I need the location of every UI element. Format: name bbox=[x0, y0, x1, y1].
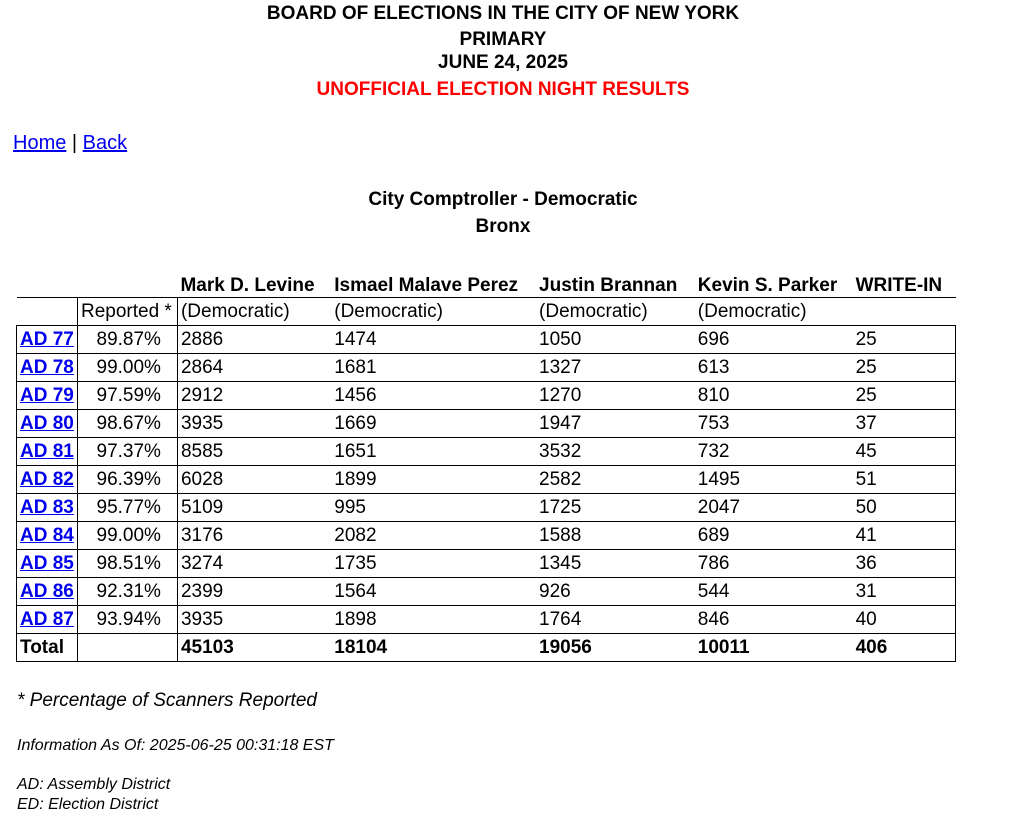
vote-count: 1456 bbox=[331, 382, 536, 410]
candidate-party: (Democratic) bbox=[695, 298, 853, 326]
vote-count: 544 bbox=[695, 578, 853, 606]
vote-count: 753 bbox=[695, 410, 853, 438]
ad-definition: AD: Assembly District bbox=[17, 776, 171, 793]
vote-count: 786 bbox=[695, 550, 853, 578]
vote-count: 926 bbox=[536, 578, 695, 606]
vote-count: 1651 bbox=[331, 438, 536, 466]
results-table bbox=[16, 270, 956, 662]
reported-percent: 95.77% bbox=[77, 494, 177, 522]
table-row bbox=[17, 382, 956, 410]
vote-count: 8585 bbox=[177, 438, 331, 466]
candidate-party bbox=[853, 298, 956, 326]
vote-count: 1474 bbox=[331, 326, 536, 354]
vote-count: 50 bbox=[853, 494, 956, 522]
reported-header: Reported * bbox=[77, 298, 177, 326]
vote-count: 3935 bbox=[177, 606, 331, 634]
ad-cell bbox=[17, 354, 78, 382]
vote-count: 1327 bbox=[536, 354, 695, 382]
total-vote-count: 18104 bbox=[331, 634, 536, 662]
reported-percent: 97.59% bbox=[77, 382, 177, 410]
election-type: PRIMARY bbox=[459, 29, 547, 50]
assembly-district-link[interactable]: AD 77 bbox=[20, 328, 74, 350]
vote-count: 810 bbox=[695, 382, 853, 410]
table-row bbox=[17, 550, 956, 578]
reported-percent: 92.31% bbox=[77, 578, 177, 606]
ad-cell bbox=[17, 326, 78, 354]
vote-count: 613 bbox=[695, 354, 853, 382]
vote-count: 25 bbox=[853, 354, 956, 382]
county-name: Bronx bbox=[475, 216, 531, 237]
table-row bbox=[17, 438, 956, 466]
info-timestamp: Information As Of: 2025-06-25 00:31:18 EST bbox=[17, 737, 334, 754]
table-row bbox=[17, 326, 956, 354]
vote-count: 41 bbox=[853, 522, 956, 550]
vote-count: 1898 bbox=[331, 606, 536, 634]
vote-count: 3176 bbox=[177, 522, 331, 550]
candidate-name: WRITE-IN bbox=[855, 275, 943, 296]
table-row bbox=[17, 494, 956, 522]
vote-count: 36 bbox=[853, 550, 956, 578]
candidate-party: (Democratic) bbox=[331, 298, 536, 326]
vote-count: 1669 bbox=[331, 410, 536, 438]
vote-count: 1764 bbox=[536, 606, 695, 634]
reported-percent: 99.00% bbox=[77, 354, 177, 382]
reported-percent: 93.94% bbox=[77, 606, 177, 634]
vote-count: 1564 bbox=[331, 578, 536, 606]
reported-percent: 99.00% bbox=[77, 522, 177, 550]
empty-header-cell bbox=[17, 270, 78, 298]
reported-percent: 98.51% bbox=[77, 550, 177, 578]
table-row bbox=[17, 606, 956, 634]
vote-count: 2082 bbox=[331, 522, 536, 550]
race-title: City Comptroller - Democratic bbox=[368, 189, 638, 210]
assembly-district-link[interactable]: AD 84 bbox=[20, 524, 74, 546]
nav-separator: | bbox=[66, 132, 83, 154]
empty-header-cell bbox=[77, 270, 177, 298]
candidate-name: Ismael Malave Perez bbox=[334, 275, 519, 296]
vote-count: 3274 bbox=[177, 550, 331, 578]
empty-cell bbox=[77, 634, 177, 662]
table-row bbox=[17, 466, 956, 494]
total-vote-count: 406 bbox=[853, 634, 956, 662]
total-vote-count: 19056 bbox=[536, 634, 695, 662]
candidate-party: (Democratic) bbox=[536, 298, 695, 326]
total-label: Total bbox=[17, 634, 78, 662]
vote-count: 6028 bbox=[177, 466, 331, 494]
total-vote-count: 45103 bbox=[177, 634, 331, 662]
vote-count: 846 bbox=[695, 606, 853, 634]
scanner-footnote: * Percentage of Scanners Reported bbox=[17, 690, 317, 711]
vote-count: 2399 bbox=[177, 578, 331, 606]
vote-count: 696 bbox=[695, 326, 853, 354]
vote-count: 37 bbox=[853, 410, 956, 438]
ad-cell bbox=[17, 410, 78, 438]
election-date: JUNE 24, 2025 bbox=[438, 52, 568, 73]
assembly-district-link[interactable]: AD 78 bbox=[20, 356, 74, 378]
table-row bbox=[17, 578, 956, 606]
vote-count: 3935 bbox=[177, 410, 331, 438]
vote-count: 995 bbox=[331, 494, 536, 522]
home-link[interactable]: Home bbox=[13, 132, 67, 154]
ed-definition: ED: Election District bbox=[17, 796, 159, 813]
vote-count: 31 bbox=[853, 578, 956, 606]
back-link[interactable]: Back bbox=[82, 132, 128, 154]
vote-count: 1681 bbox=[331, 354, 536, 382]
candidate-name: Kevin S. Parker bbox=[697, 275, 838, 296]
assembly-district-link[interactable]: AD 80 bbox=[20, 412, 74, 434]
assembly-district-link[interactable]: AD 82 bbox=[20, 468, 74, 490]
assembly-district-link[interactable]: AD 85 bbox=[20, 552, 74, 574]
vote-count: 2886 bbox=[177, 326, 331, 354]
vote-count: 1725 bbox=[536, 494, 695, 522]
table-row bbox=[17, 410, 956, 438]
assembly-district-link[interactable]: AD 86 bbox=[20, 580, 74, 602]
candidate-party: (Democratic) bbox=[177, 298, 331, 326]
vote-count: 25 bbox=[853, 326, 956, 354]
reported-percent: 89.87% bbox=[77, 326, 177, 354]
candidate-name: Mark D. Levine bbox=[180, 275, 315, 296]
vote-count: 25 bbox=[853, 382, 956, 410]
candidate-name: Justin Brannan bbox=[539, 275, 678, 296]
vote-count: 1947 bbox=[536, 410, 695, 438]
vote-count: 1050 bbox=[536, 326, 695, 354]
vote-count: 3532 bbox=[536, 438, 695, 466]
vote-count: 689 bbox=[695, 522, 853, 550]
vote-count: 5109 bbox=[177, 494, 331, 522]
total-vote-count: 10011 bbox=[695, 634, 853, 662]
vote-count: 40 bbox=[853, 606, 956, 634]
vote-count: 1735 bbox=[331, 550, 536, 578]
reported-percent: 97.37% bbox=[77, 438, 177, 466]
vote-count: 51 bbox=[853, 466, 956, 494]
vote-count: 2912 bbox=[177, 382, 331, 410]
assembly-district-link[interactable]: AD 79 bbox=[20, 384, 74, 406]
vote-count: 1345 bbox=[536, 550, 695, 578]
assembly-district-link[interactable]: AD 83 bbox=[20, 496, 74, 518]
vote-count: 732 bbox=[695, 438, 853, 466]
vote-count: 2047 bbox=[695, 494, 853, 522]
ad-cell bbox=[17, 438, 78, 466]
empty-header-cell bbox=[17, 298, 78, 326]
ad-cell bbox=[17, 550, 78, 578]
vote-count: 1270 bbox=[536, 382, 695, 410]
table-row bbox=[17, 522, 956, 550]
vote-count: 1588 bbox=[536, 522, 695, 550]
assembly-district-link[interactable]: AD 87 bbox=[20, 608, 74, 630]
vote-count: 45 bbox=[853, 438, 956, 466]
ad-cell bbox=[17, 494, 78, 522]
table-row bbox=[17, 354, 956, 382]
vote-count: 1495 bbox=[695, 466, 853, 494]
reported-percent: 98.67% bbox=[77, 410, 177, 438]
nav-links bbox=[13, 132, 127, 155]
total-row bbox=[17, 634, 956, 662]
vote-count: 2582 bbox=[536, 466, 695, 494]
unofficial-results-banner: UNOFFICIAL ELECTION NIGHT RESULTS bbox=[316, 79, 690, 100]
board-title: BOARD OF ELECTIONS IN THE CITY OF NEW YORK bbox=[266, 3, 740, 24]
vote-count: 2864 bbox=[177, 354, 331, 382]
ad-cell bbox=[17, 578, 78, 606]
ad-cell bbox=[17, 522, 78, 550]
reported-percent: 96.39% bbox=[77, 466, 177, 494]
ad-cell bbox=[17, 606, 78, 634]
assembly-district-link[interactable]: AD 81 bbox=[20, 440, 74, 462]
ad-cell bbox=[17, 466, 78, 494]
ad-cell bbox=[17, 382, 78, 410]
party-row bbox=[17, 298, 956, 326]
candidate-name-row bbox=[17, 270, 956, 298]
vote-count: 1899 bbox=[331, 466, 536, 494]
